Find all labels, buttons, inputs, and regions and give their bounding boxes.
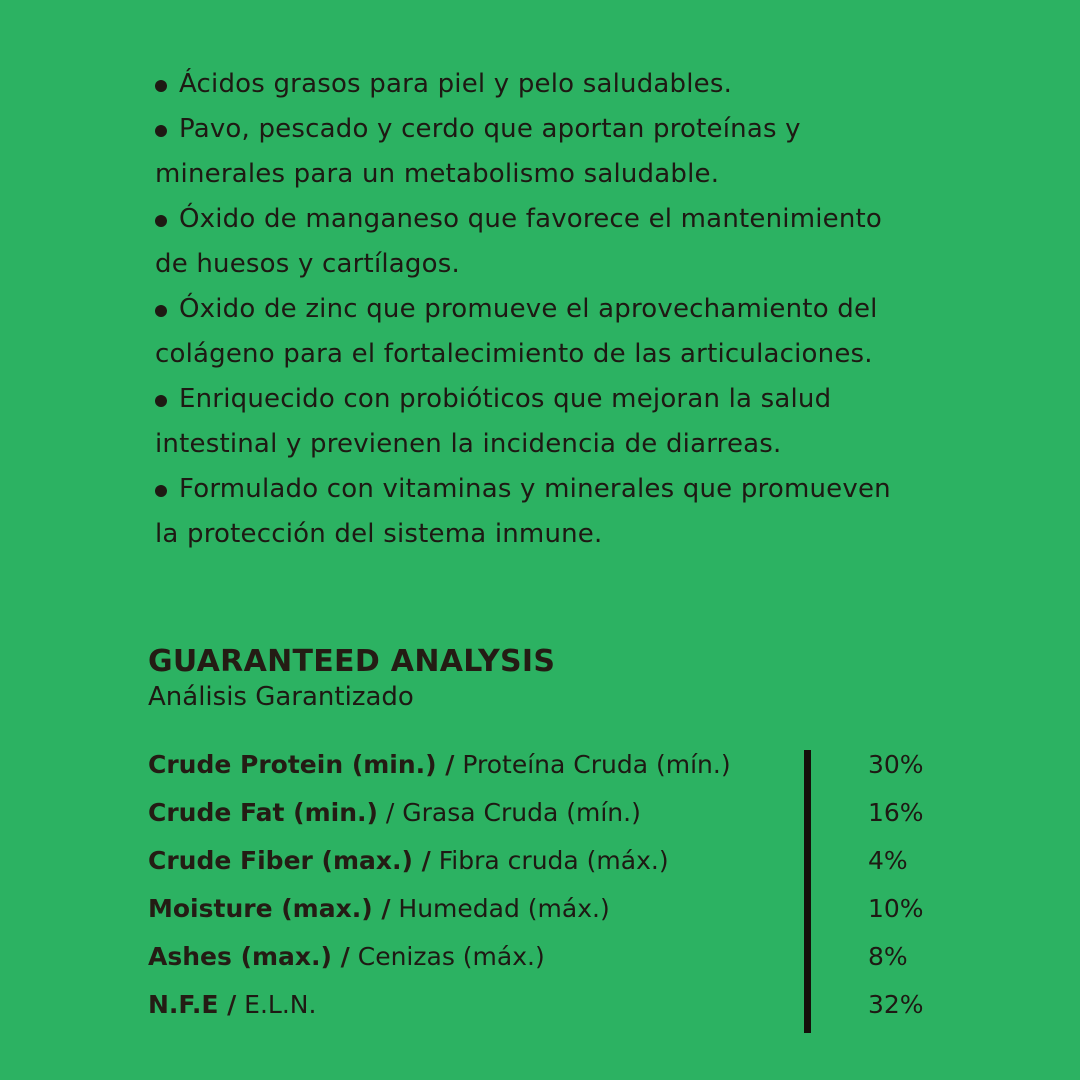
bullet-text: de huesos y cartílagos. [155, 249, 460, 279]
analysis-label-en: Ashes (max.) / [148, 942, 350, 971]
bullet-text: Enriquecido con probióticos que mejoran la salud [179, 384, 832, 414]
bullet-dot-icon [155, 305, 167, 317]
bullet-text: Pavo, pescado y cerdo que aportan proteínas y [179, 114, 801, 144]
analysis-row-crude-protein [148, 741, 948, 789]
analysis-label-es: E.L.N. [236, 990, 317, 1019]
analysis-label-en: N.F.E / [148, 990, 237, 1019]
analysis-label-es: Proteína Cruda (mín.) [454, 750, 731, 779]
analysis-row-moisture [148, 885, 948, 933]
analysis-value: 8% [868, 942, 908, 971]
analysis-title: GUARANTEED ANALYSIS [148, 644, 556, 679]
analysis-label-es: / Grasa Cruda (mín.) [377, 798, 641, 827]
analysis-label-en: Crude Protein (min.) / [148, 750, 455, 779]
bullet-text: Ácidos grasos para piel y pelo saludables. [179, 69, 733, 99]
table-divider-line [804, 750, 811, 1033]
bullet-dot-icon [155, 395, 167, 407]
bullet-text: intestinal y previenen la incidencia de diarreas. [155, 429, 782, 459]
bullet-text: minerales para un metabolismo saludable. [155, 159, 720, 189]
bullet-item [155, 107, 945, 197]
bullet-item [155, 467, 945, 557]
bullet-dot-icon [155, 215, 167, 227]
analysis-value: 30% [868, 750, 924, 779]
bullet-item [155, 62, 945, 107]
analysis-row-crude-fiber [148, 837, 948, 885]
analysis-table [148, 741, 948, 1029]
bullet-text: colágeno para el fortalecimiento de las articulaciones. [155, 339, 873, 369]
bullet-dot-icon [155, 125, 167, 137]
analysis-header [148, 644, 555, 712]
analysis-row-nfe [148, 981, 948, 1029]
analysis-subtitle: Análisis Garantizado [148, 682, 414, 712]
bullet-text: la protección del sistema inmune. [155, 519, 603, 549]
analysis-row-crude-fat [148, 789, 948, 837]
analysis-label-es: Fibra cruda (máx.) [430, 846, 669, 875]
analysis-label-en: Moisture (max.) / [148, 894, 391, 923]
analysis-value: 32% [868, 990, 924, 1019]
bullet-item [155, 377, 945, 467]
analysis-row-ashes [148, 933, 948, 981]
bullet-dot-icon [155, 80, 167, 92]
analysis-value: 16% [868, 798, 924, 827]
bullet-dot-icon [155, 485, 167, 497]
bullet-text: Óxido de manganeso que favorece el mantenimiento [179, 204, 883, 234]
bullet-item [155, 287, 945, 377]
bullet-item [155, 197, 945, 287]
analysis-value: 10% [868, 894, 924, 923]
bullet-text: Óxido de zinc que promueve el aprovechamiento del [179, 294, 878, 324]
analysis-value: 4% [868, 846, 908, 875]
analysis-label-es: Cenizas (máx.) [349, 942, 545, 971]
analysis-label-en: Crude Fat (min.) [148, 798, 378, 827]
analysis-label-es: Humedad (máx.) [390, 894, 610, 923]
analysis-label-en: Crude Fiber (max.) / [148, 846, 431, 875]
bullet-text: Formulado con vitaminas y minerales que promueven [179, 474, 891, 504]
benefits-bullet-list [155, 62, 945, 557]
